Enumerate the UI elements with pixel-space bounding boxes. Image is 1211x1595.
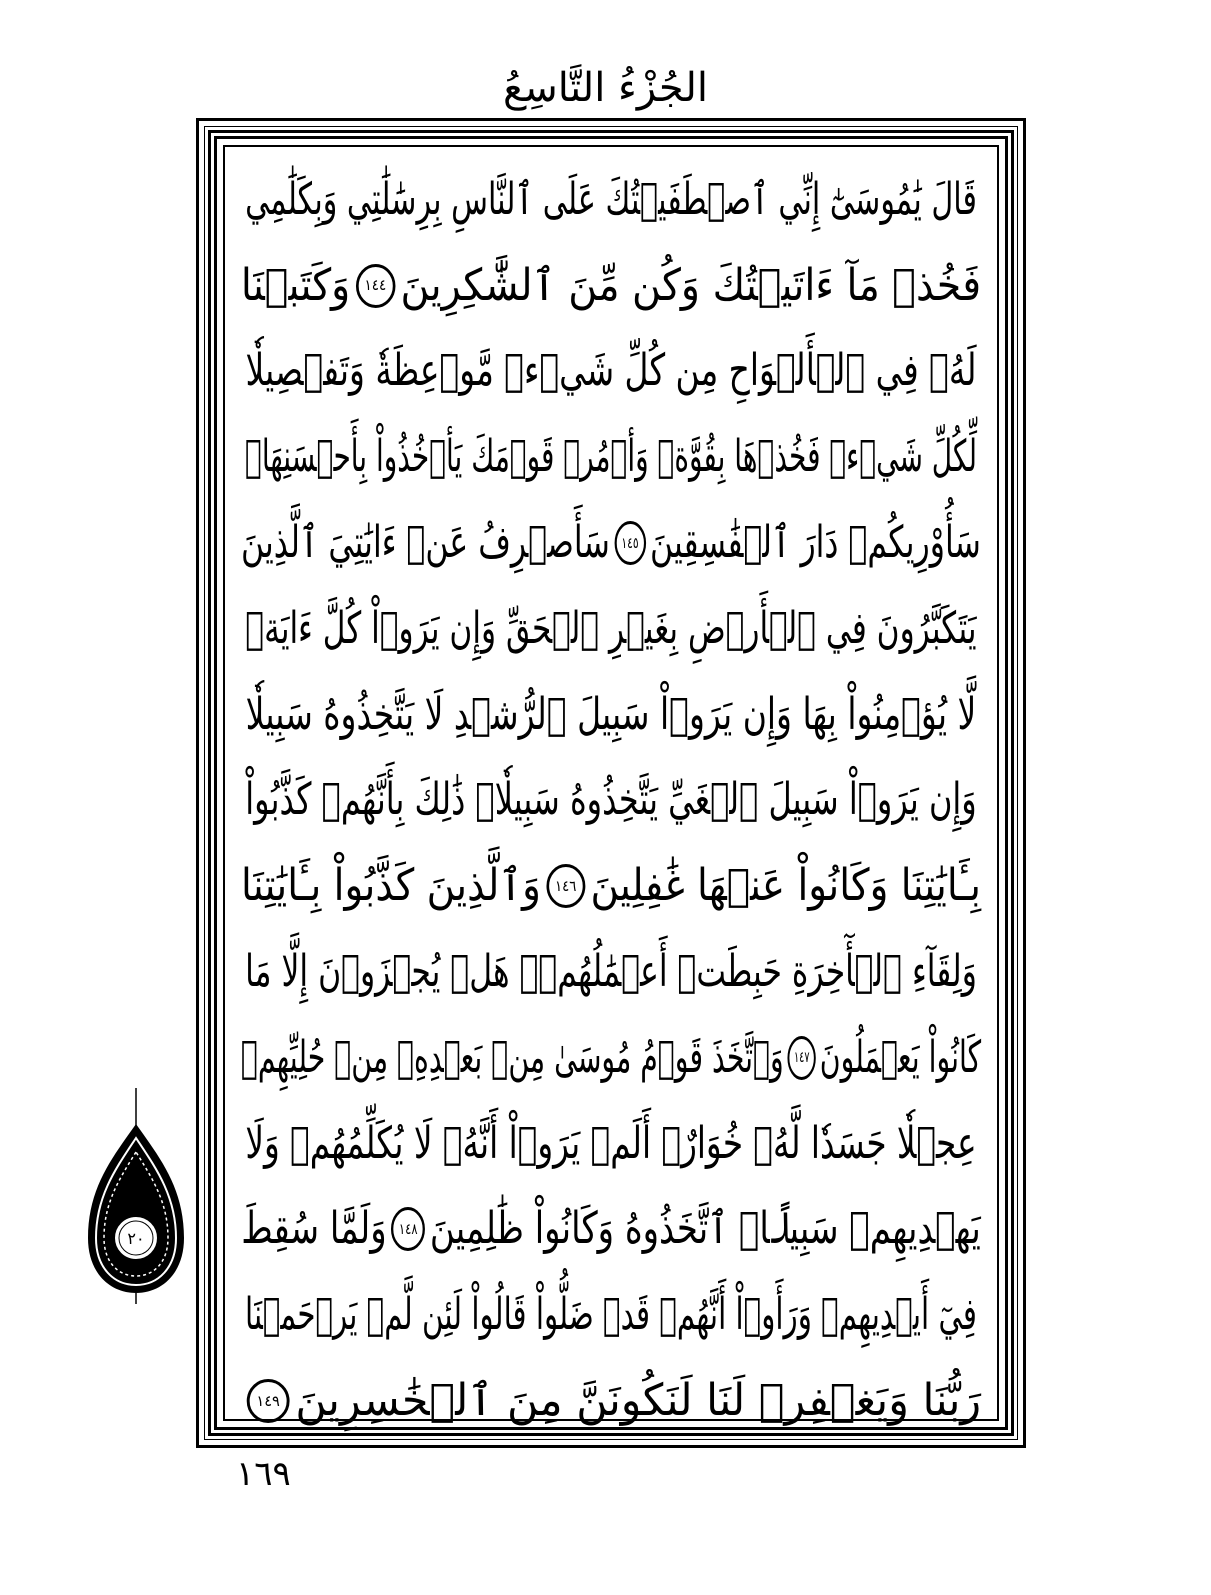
juz-title: الجُزْءُ التَّاسِعُ <box>502 65 709 111</box>
hizb-ornament-icon <box>82 1088 190 1304</box>
verse-line <box>245 586 977 672</box>
verse-line <box>245 1272 977 1358</box>
verse-text: وَكَتَبۡنَا <box>240 259 351 311</box>
verse-text: وَإِن يَرَوۡاْ سَبِيلَ ٱلۡغَيِّ يَتَّخِذُوهُ سَبِيلٗاۚ ذَٰلِكَ بِأَنَّهُمۡ كَذَّبُواْ <box>245 774 977 826</box>
verse-line <box>240 243 982 329</box>
verse-text: وَلِقَآءِ ٱلۡأٓخِرَةِ حَبِطَتۡ أَعۡمَٰلُهُمۡۚ هَلۡ يُجۡزَوۡنَ إِلَّا مَا <box>245 946 977 998</box>
verse-line <box>251 1358 982 1444</box>
verse-text: لَهُۥ فِي ٱلۡأَلۡوَاحِ مِن كُلِّ شَيۡءٖ مَّوۡعِظَةٗ وَتَفۡصِيلٗا <box>245 345 977 397</box>
page-frame <box>196 118 1026 1448</box>
verse-line <box>241 843 981 929</box>
verse-text: لَّا يُؤۡمِنُواْ بِهَا وَإِن يَرَوۡاْ سَبِيلَ ٱلرُّشۡدِ لَا يَتَّخِذُوهُ سَبِيلٗا <box>245 688 977 740</box>
verse-text: قَالَ يَٰمُوسَىٰٓ إِنِّي ٱصۡطَفَيۡتُكَ عَلَى ٱلنَّاسِ بِرِسَٰلَٰتِي وَبِكَلَٰمِي <box>245 173 977 225</box>
verse-text: كَانُواْ يَعۡمَلُونَ <box>819 1031 982 1083</box>
verse-line <box>245 157 977 243</box>
verse-text: وَلَمَّا سُقِطَ <box>241 1203 387 1255</box>
verse-text: بِـَٔايَٰتِنَا وَكَانُواْ عَنۡهَا غَٰفِلِينَ <box>590 860 981 912</box>
verse-text: رَبُّنَا وَيَغۡفِرۡ لَنَا لَنَكُونَنَّ مِنَ ٱلۡخَٰسِرِينَ <box>295 1375 982 1427</box>
verse-text: يَتَكَبَّرُونَ فِي ٱلۡأَرۡضِ بِغَيۡرِ ٱلۡحَقِّ وَإِن يَرَوۡاْ كُلَّ ءَايَةٖ <box>245 602 977 654</box>
verse-line <box>245 414 977 500</box>
verse-text: عِجۡلٗا جَسَدٗا لَّهُۥ خُوَارٌۚ أَلَمۡ يَرَوۡاْ أَنَّهُۥ لَا يُكَلِّمُهُمۡ وَلَا <box>245 1117 977 1169</box>
verse-line <box>240 1015 982 1101</box>
ayah-number-marker: ١٤٦ <box>546 864 585 908</box>
verse-line <box>241 500 981 586</box>
verse-line <box>245 329 977 415</box>
ayah-number-marker: ١٤٥ <box>614 521 646 565</box>
ayah-number-marker: ١٤٤ <box>356 264 396 308</box>
ayah-number-marker: ١٤٩ <box>247 1379 290 1423</box>
ornament-label: ٢٠ <box>127 1229 145 1248</box>
ayah-number-marker: ١٤٧ <box>788 1036 816 1080</box>
verse-text: يَهۡدِيهِمۡ سَبِيلًاۘ ٱتَّخَذُوهُ وَكَانُواْ ظَٰلِمِينَ <box>429 1203 981 1255</box>
verse-text: وَٱلَّذِينَ كَذَّبُواْ بِـَٔايَٰتِنَا <box>241 860 541 912</box>
verse-text: وَٱتَّخَذَ قَوۡمُ مُوسَىٰ مِنۢ بَعۡدِهِۦ مِنۡ حُلِيِّهِمۡ <box>240 1031 784 1083</box>
verse-line <box>245 672 977 758</box>
quran-text-area <box>235 157 987 1427</box>
verse-text: فَخُذۡ مَآ ءَاتَيۡتُكَ وَكُن مِّنَ ٱلشَّٰكِرِينَ <box>400 259 982 311</box>
ayah-number-marker: ١٤٨ <box>391 1207 425 1251</box>
verse-line <box>241 1187 981 1273</box>
verse-line <box>245 929 977 1015</box>
verse-text: سَأَصۡرِفُ عَنۡ ءَايَٰتِيَ ٱلَّذِينَ <box>241 517 610 569</box>
verse-line <box>245 758 977 844</box>
verse-text: سَأُوْرِيكُمۡ دَارَ ٱلۡفَٰسِقِينَ <box>650 517 981 569</box>
verse-text: لِّكُلِّ شَيۡءٖ فَخُذۡهَا بِقُوَّةٖ وَأۡمُرۡ قَوۡمَكَ يَأۡخُذُواْ بِأَحۡسَنِهَاۚ <box>245 431 977 483</box>
page-number: ١٦٩ <box>236 1454 291 1494</box>
verse-line <box>245 1101 977 1187</box>
verse-text: فِيٓ أَيۡدِيهِمۡ وَرَأَوۡاْ أَنَّهُمۡ قَدۡ ضَلُّواْ قَالُواْ لَئِن لَّمۡ يَرۡحَمۡنَا <box>245 1289 977 1341</box>
